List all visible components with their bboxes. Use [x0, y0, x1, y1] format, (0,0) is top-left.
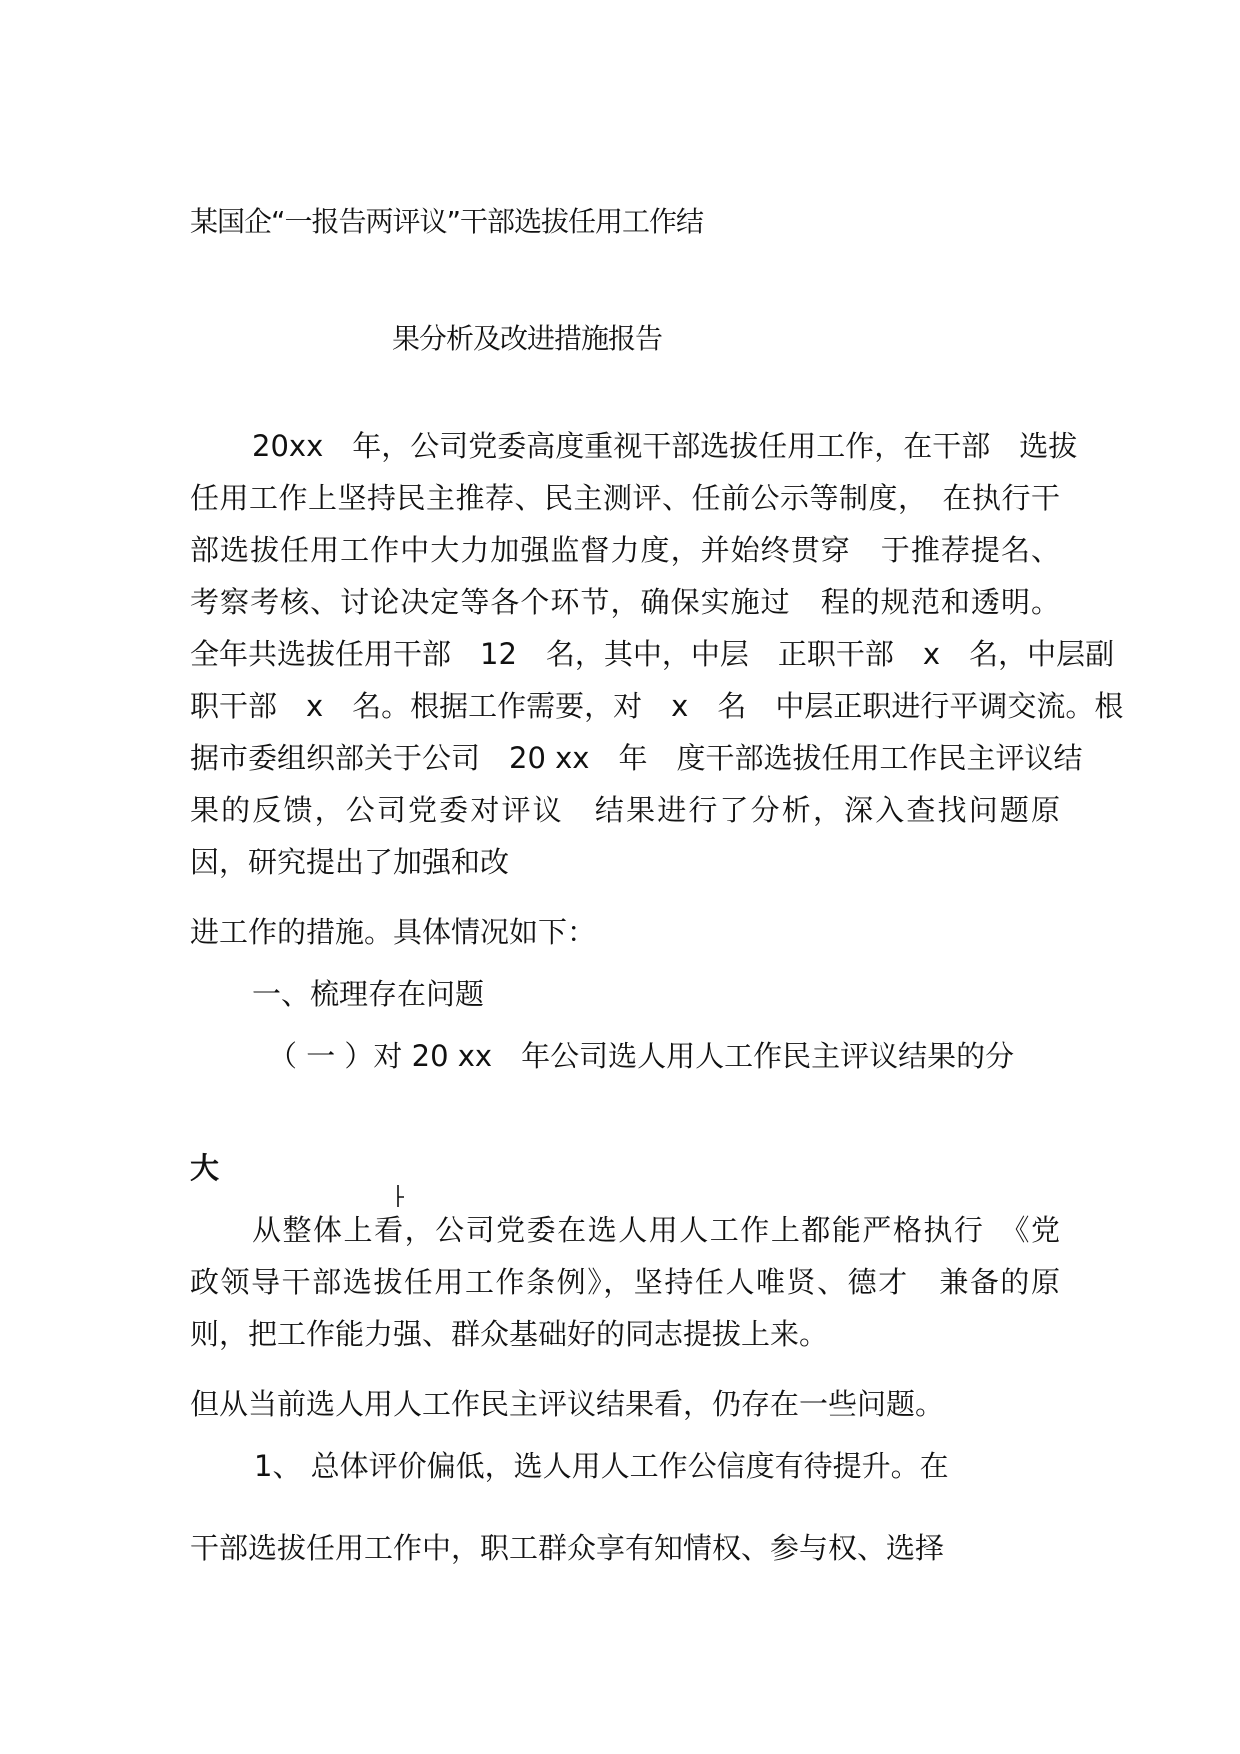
paragraph-2-line-3: 则，把工作能力强、群众基础好的同志提拔上来。	[190, 1317, 829, 1351]
paragraph-2-line-2: 政领导干部选拔任用工作条例》，坚持任人唯贤、德才 兼备的原	[190, 1265, 1060, 1299]
paragraph-1-line-5: 全年共选拔任用干部 12 名，其中，中层 正职干部 x 名，中层副	[190, 637, 1115, 671]
paragraph-1-line-1: 20xx 年，公司党委高度重视干部选拔任用工作，在干部 选拔	[252, 429, 1078, 463]
paragraph-1-line-9: 因，研究提出了加强和改	[190, 845, 510, 879]
item-1-continuation: 干部选拔任用工作中，职工群众享有知情权、参与权、选择	[190, 1531, 945, 1565]
paragraph-3: 但从当前选人用人工作民主评议结果看，仍存在一些问题。	[190, 1387, 945, 1421]
cursor-mark	[396, 1185, 406, 1209]
paragraph-1-line-8: 果的反馈，公司党委对评议 结果进行了分析，深入查找问题原	[190, 793, 1060, 827]
paragraph-1-line-3: 部选拔任用工作中大力加强监督力度，并始终贯穿 于推荐提名、	[190, 533, 1060, 567]
paragraph-1-line-7: 据市委组织部关于公司 20 xx 年 度干部选拔任用工作民主评议结	[190, 741, 1083, 775]
subsection-1-heading: （ 一 ）对 20 xx 年公司选人用人工作民主评议结果的分	[268, 1039, 1015, 1073]
paragraph-1-line-6: 职干部 x 名。根据工作需要，对 x 名 中层正职进行平调交流。根	[190, 689, 1124, 723]
section-1-heading: 一、梳理存在问题	[252, 977, 485, 1011]
item-1-heading: 1、 总体评价偏低，选人用人工作公信度有待提升。在	[254, 1449, 949, 1483]
paragraph-1-line-2: 任用工作上坚持民主推荐、民主测评、任前公示等制度， 在执行干	[190, 481, 1060, 515]
subsection-1-tail: 大	[190, 1151, 220, 1185]
document-title-line-2: 果分析及改进措施报告	[392, 322, 663, 355]
document-title-line-1: 某国企“一报告两评议”干部选拔任用工作结	[190, 205, 704, 238]
paragraph-2-line-1: 从整体上看，公司党委在选人用人工作上都能严格执行 《党	[252, 1213, 1060, 1247]
paragraph-1-end: 进工作的措施。具体情况如下：	[190, 915, 597, 949]
paragraph-1-line-4: 考察考核、讨论决定等各个环节，确保实施过 程的规范和透明。	[190, 585, 1060, 619]
